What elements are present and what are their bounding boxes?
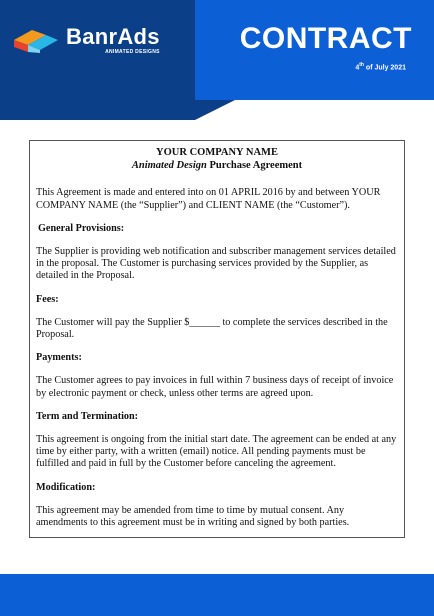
date-suffix: th	[359, 62, 364, 68]
header-band-dark	[0, 0, 195, 120]
company-name: YOUR COMPANY NAME	[156, 147, 278, 158]
section-heading-term: Term and Termination:	[36, 410, 139, 422]
subtitle-rest: Purchase Agreement	[206, 160, 303, 172]
date-day: 4	[355, 64, 360, 72]
brand-logo	[12, 26, 160, 55]
section-body-modification: This agreement may be amended from time to time by mutual consent. Any amendments to this agreement must be in writing and signed by both parties.	[36, 504, 350, 529]
agreement-document	[29, 140, 405, 538]
brand-name: BanrAds	[66, 24, 160, 49]
subtitle-italic: Animated Design	[131, 160, 207, 172]
footer-band	[0, 574, 434, 616]
section-body-term: This agreement is ongoing from the initial start date. The agreement can be ended at any time by either party, with a written (email) notice. All pending payments must be fulfilled and paid in full by the Customer before canceling the agreement.	[36, 434, 397, 470]
intro-paragraph: This Agreement is made and entered into on 01 APRIL 2016 by and between YOUR COMPANY NAME (the “Supplier”) and CLIENT NAME (the “Customer”).	[36, 187, 381, 211]
agreement-subtitle	[36, 160, 398, 172]
logo-mark-icon	[12, 28, 60, 54]
date-rest: of July 2021	[363, 64, 406, 72]
header-notch	[195, 100, 235, 120]
section-heading-fees: Fees:	[36, 293, 59, 305]
section-heading-payments: Payments:	[36, 352, 82, 364]
contract-title: CONTRACT	[239, 22, 412, 55]
section-body-fees: The Customer will pay the Supplier $______ to complete the services described in the Proposal.	[36, 316, 388, 341]
section-body-general: The Supplier is providing web notification and subscriber management services detailed in the proposal. The Customer is purchasing services provided by the Supplier, as detailed in the Proposal.	[36, 246, 396, 282]
brand-tagline: ANIMATED DESIGNS	[105, 49, 160, 55]
section-heading-modification: Modification:	[36, 481, 96, 493]
contract-date	[355, 62, 406, 71]
section-body-payments: The Customer agrees to pay invoices in full within 7 business days of receipt of invoice by electronic payment or check, unless other terms are agreed upon.	[36, 375, 394, 399]
section-heading-general: General Provisions:	[38, 222, 125, 234]
